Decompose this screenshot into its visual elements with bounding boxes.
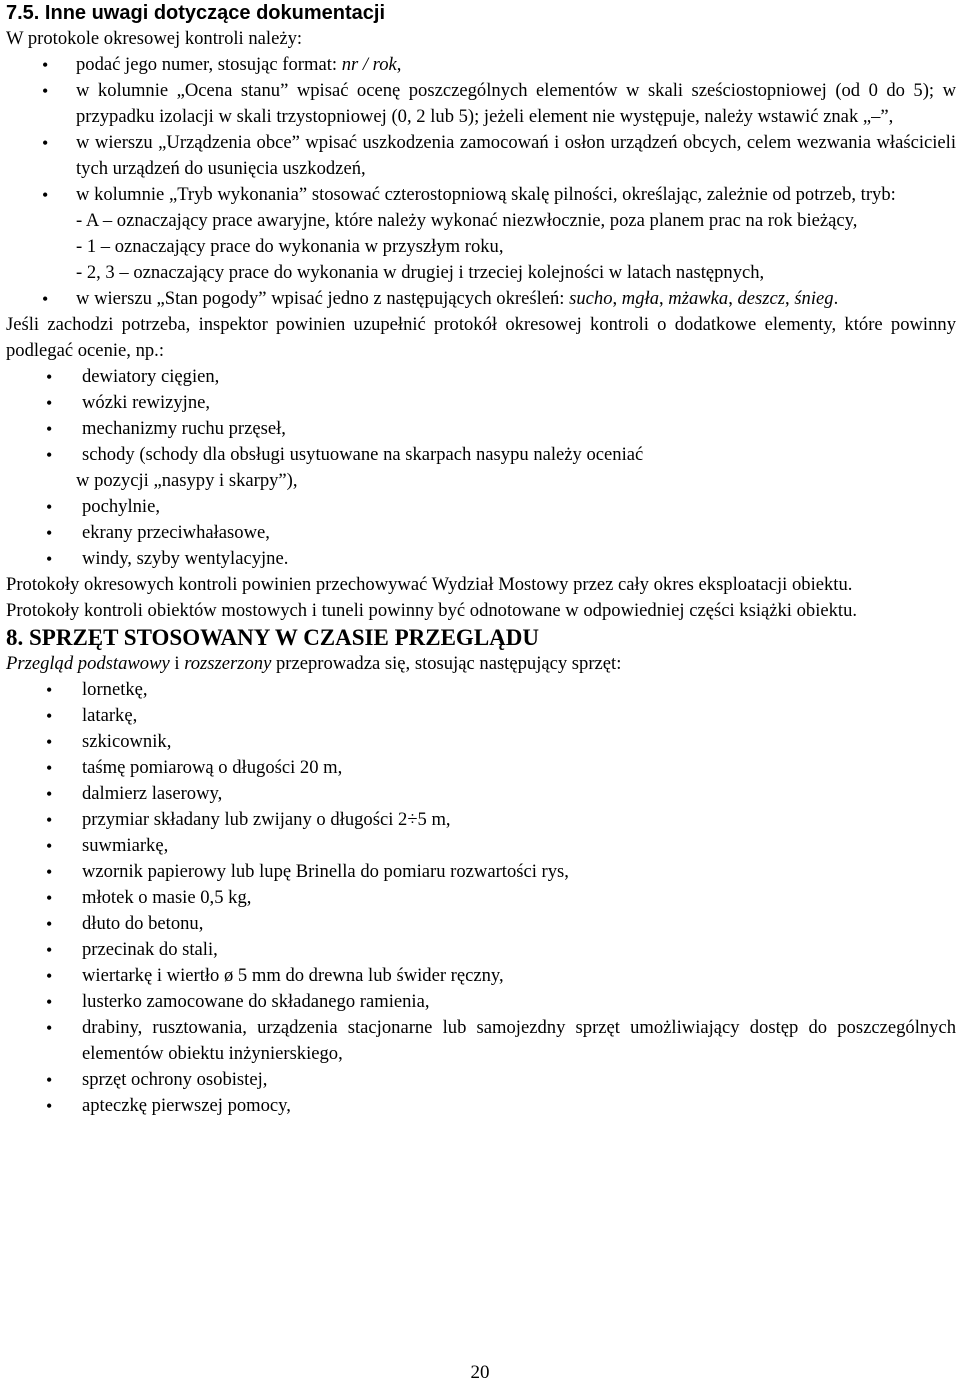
- list-item: • szkicownik,: [6, 729, 956, 755]
- list-item: • pochylnie,: [6, 494, 956, 520]
- weather-term: deszcz: [737, 288, 786, 309]
- list-item: [6, 286, 956, 312]
- list-item: • wzornik papierowy lub lupę Brinella do pomiaru rozwartości rys,: [6, 859, 956, 885]
- extra-elements-intro: Jeśli zachodzi potrzeba, inspektor powinien uzupełnić protokół okresowej kontroli o dodatkowe elementy, które powinny podlegać ocenie, np.:: [6, 314, 956, 361]
- list-item: • przymiar składany lub zwijany o długości 2÷5 m,: [6, 807, 956, 833]
- extra-elements-list: [6, 364, 956, 468]
- weather-term: sucho: [569, 288, 613, 309]
- list-item: • w kolumnie „Tryb wykonania” stosować czterostopniową skalę pilności, określając, zależnie od potrzeb, tryb:: [6, 182, 956, 208]
- list-item: • dłuto do betonu,: [6, 911, 956, 937]
- rule-text: podać jego numer, stosując format:: [76, 54, 342, 75]
- list-item: • suwmiarkę,: [6, 833, 956, 859]
- list-item: • wózki rewizyjne,: [6, 390, 956, 416]
- extra-elements-list-continued: [6, 494, 956, 572]
- protocol-intro: W protokole okresowej kontroli należy:: [6, 28, 303, 49]
- equipment-list: [6, 677, 956, 1119]
- list-item: • schody (schody dla obsługi usytuowane na skarpach nasypu należy oceniać: [6, 442, 956, 468]
- section-7-5-heading: 7.5. Inne uwagi dotyczące dokumentacji: [6, 2, 385, 24]
- list-item: • drabiny, rusztowania, urządzenia stacjonarne lub samojezdny sprzęt umożliwiający dostęp do poszczególnych elementów obiektu inżynierskiego,: [6, 1015, 956, 1067]
- weather-term: śnieg: [794, 288, 834, 309]
- list-item: • przecinak do stali,: [6, 937, 956, 963]
- list-item: • latarkę,: [6, 703, 956, 729]
- weather-term: mżawka: [668, 288, 729, 309]
- list-item: • taśmę pomiarową o długości 20 m,: [6, 755, 956, 781]
- intro-mid: i: [169, 653, 185, 674]
- list-item-continuation: w pozycji „nasypy i skarpy”),: [76, 470, 298, 491]
- list-item: • mechanizmy ruchu przęseł,: [6, 416, 956, 442]
- section-8-heading: 8. SPRZĘT STOSOWANY W CZASIE PRZEGLĄDU: [6, 625, 539, 650]
- page-number: 20: [470, 1362, 490, 1383]
- list-item: • ekrany przeciwhałasowe,: [6, 520, 956, 546]
- document-page: [6, 0, 956, 1119]
- rule-tail: ,: [396, 54, 402, 75]
- list-item: • lusterko zamocowane do składanego ramienia,: [6, 989, 956, 1015]
- list-item: • apteczkę pierwszej pomocy,: [6, 1093, 956, 1119]
- weather-term: mgła: [621, 288, 659, 309]
- list-item: • windy, szyby wentylacyjne.: [6, 546, 956, 572]
- mode-2-3: - 2, 3 – oznaczający prace do wykonania w drugiej i trzeciej kolejności w latach następnych,: [76, 262, 765, 283]
- separator: ,: [612, 288, 622, 309]
- separator: ,: [658, 288, 669, 309]
- intro-italic: rozszerzony: [184, 653, 272, 674]
- separator: ,: [728, 288, 738, 309]
- list-item: • lornetkę,: [6, 677, 956, 703]
- list-item: • w wierszu „Urządzenia obce” wpisać uszkodzenia zamocowań i osłon urządzeń obcych, celem wezwania właścicieli tych urządzeń do usunięcia uszkodzeń,: [6, 130, 956, 182]
- mode-a: - A – oznaczający prace awaryjne, które należy wykonać niezwłocznie, poza planem prac na rok bieżący,: [76, 210, 858, 231]
- notes-paragraph: Protokoły kontroli obiektów mostowych i tuneli powinny być odnotowane w odpowiedniej części książki obiektu.: [6, 600, 858, 621]
- list-item: • dewiatory cięgien,: [6, 364, 956, 390]
- list-item: • dalmierz laserowy,: [6, 781, 956, 807]
- separator: ,: [785, 288, 795, 309]
- separator: .: [833, 288, 839, 309]
- list-item: • młotek o masie 0,5 kg,: [6, 885, 956, 911]
- protocol-rules-list: [6, 52, 956, 208]
- list-item: • sprzęt ochrony osobistej,: [6, 1067, 956, 1093]
- format-italic: nr / rok: [341, 54, 397, 75]
- intro-italic: Przegląd podstawowy: [6, 653, 170, 674]
- intro-tail: przeprowadza się, stosując następujący sprzęt:: [271, 653, 622, 674]
- list-item: [6, 52, 956, 78]
- equipment-intro: [6, 651, 956, 677]
- storage-paragraph: Protokoły okresowych kontroli powinien przechowywać Wydział Mostowy przez cały okres eksploatacji obiektu.: [6, 574, 853, 595]
- mode-1: - 1 – oznaczający prace do wykonania w przyszłym roku,: [76, 236, 504, 257]
- list-item: • w kolumnie „Ocena stanu” wpisać ocenę poszczególnych elementów w skali sześciostopniowej (od 0 do 5); w przypadku izolacji w skali trzystopniowej (0, 2 lub 5); jeżeli element nie występuje, należy wstawić znak „–”,: [6, 78, 956, 130]
- rule-text: w wierszu „Stan pogody” wpisać jedno z następujących określeń:: [76, 288, 570, 309]
- list-item: • wiertarkę i wiertło ø 5 mm do drewna lub świder ręczny,: [6, 963, 956, 989]
- weather-rule-list: [6, 286, 956, 312]
